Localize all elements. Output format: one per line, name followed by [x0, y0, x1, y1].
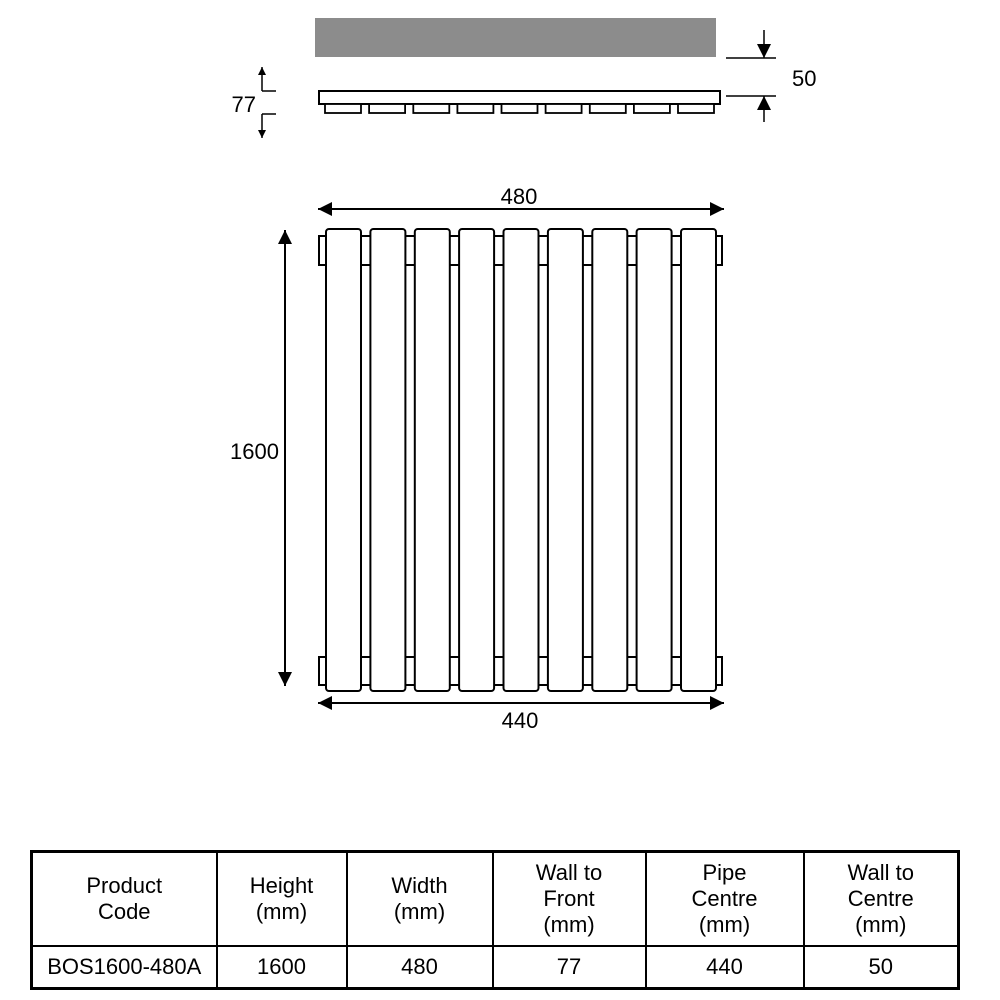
table-row: [32, 946, 959, 989]
wall-to-front-label: 77: [231, 92, 256, 117]
top-view-tube: [369, 104, 405, 113]
radiator-column: [370, 229, 405, 691]
wall-to-front-dimension: [232, 67, 276, 138]
radiator-column: [504, 229, 539, 691]
header-wall-to-centre: Wall to Centre (mm): [804, 852, 959, 947]
wall-to-centre-dimension: [726, 30, 816, 122]
overall-width-dimension: [318, 184, 724, 209]
pipe-centre-label: 440: [501, 708, 539, 733]
top-view: [232, 18, 817, 138]
header-product-code: Product Code: [32, 852, 217, 947]
radiator-column: [415, 229, 450, 691]
top-view-tube: [678, 104, 714, 113]
top-view-tube: [325, 104, 361, 113]
top-view-tubes: [325, 104, 714, 113]
cell-pipe-centre: 440: [646, 946, 804, 989]
top-view-tube: [413, 104, 449, 113]
header-width: Width (mm): [347, 852, 493, 947]
header-wall-to-front: Wall to Front (mm): [493, 852, 646, 947]
cell-wall-to-centre: 50: [804, 946, 959, 989]
front-view-tubes: [326, 229, 716, 691]
top-view-tube: [457, 104, 493, 113]
height-dimension: [230, 230, 285, 686]
radiator-column: [326, 229, 361, 691]
height-label: 1600: [230, 439, 279, 464]
header-height: Height (mm): [217, 852, 347, 947]
radiator-column: [459, 229, 494, 691]
wall-plate: [315, 18, 716, 57]
table-header-row: [32, 852, 959, 947]
top-view-tube: [546, 104, 582, 113]
radiator-column: [592, 229, 627, 691]
overall-width-label: 480: [500, 184, 538, 209]
spec-table: [30, 850, 960, 990]
top-view-tube: [634, 104, 670, 113]
cell-wall-to-front: 77: [493, 946, 646, 989]
radiator-column: [681, 229, 716, 691]
header-pipe-centre: Pipe Centre (mm): [646, 852, 804, 947]
pipe-centre-dimension: [318, 703, 724, 733]
radiator-column: [637, 229, 672, 691]
wall-to-centre-label: 50: [792, 66, 817, 91]
front-view: [230, 184, 724, 733]
top-view-tube: [502, 104, 538, 113]
cell-width: 480: [347, 946, 493, 989]
top-view-tube: [590, 104, 626, 113]
cell-height: 1600: [217, 946, 347, 989]
cell-product-code: BOS1600-480A: [32, 946, 217, 989]
top-view-bar: [319, 91, 720, 104]
radiator-column: [548, 229, 583, 691]
